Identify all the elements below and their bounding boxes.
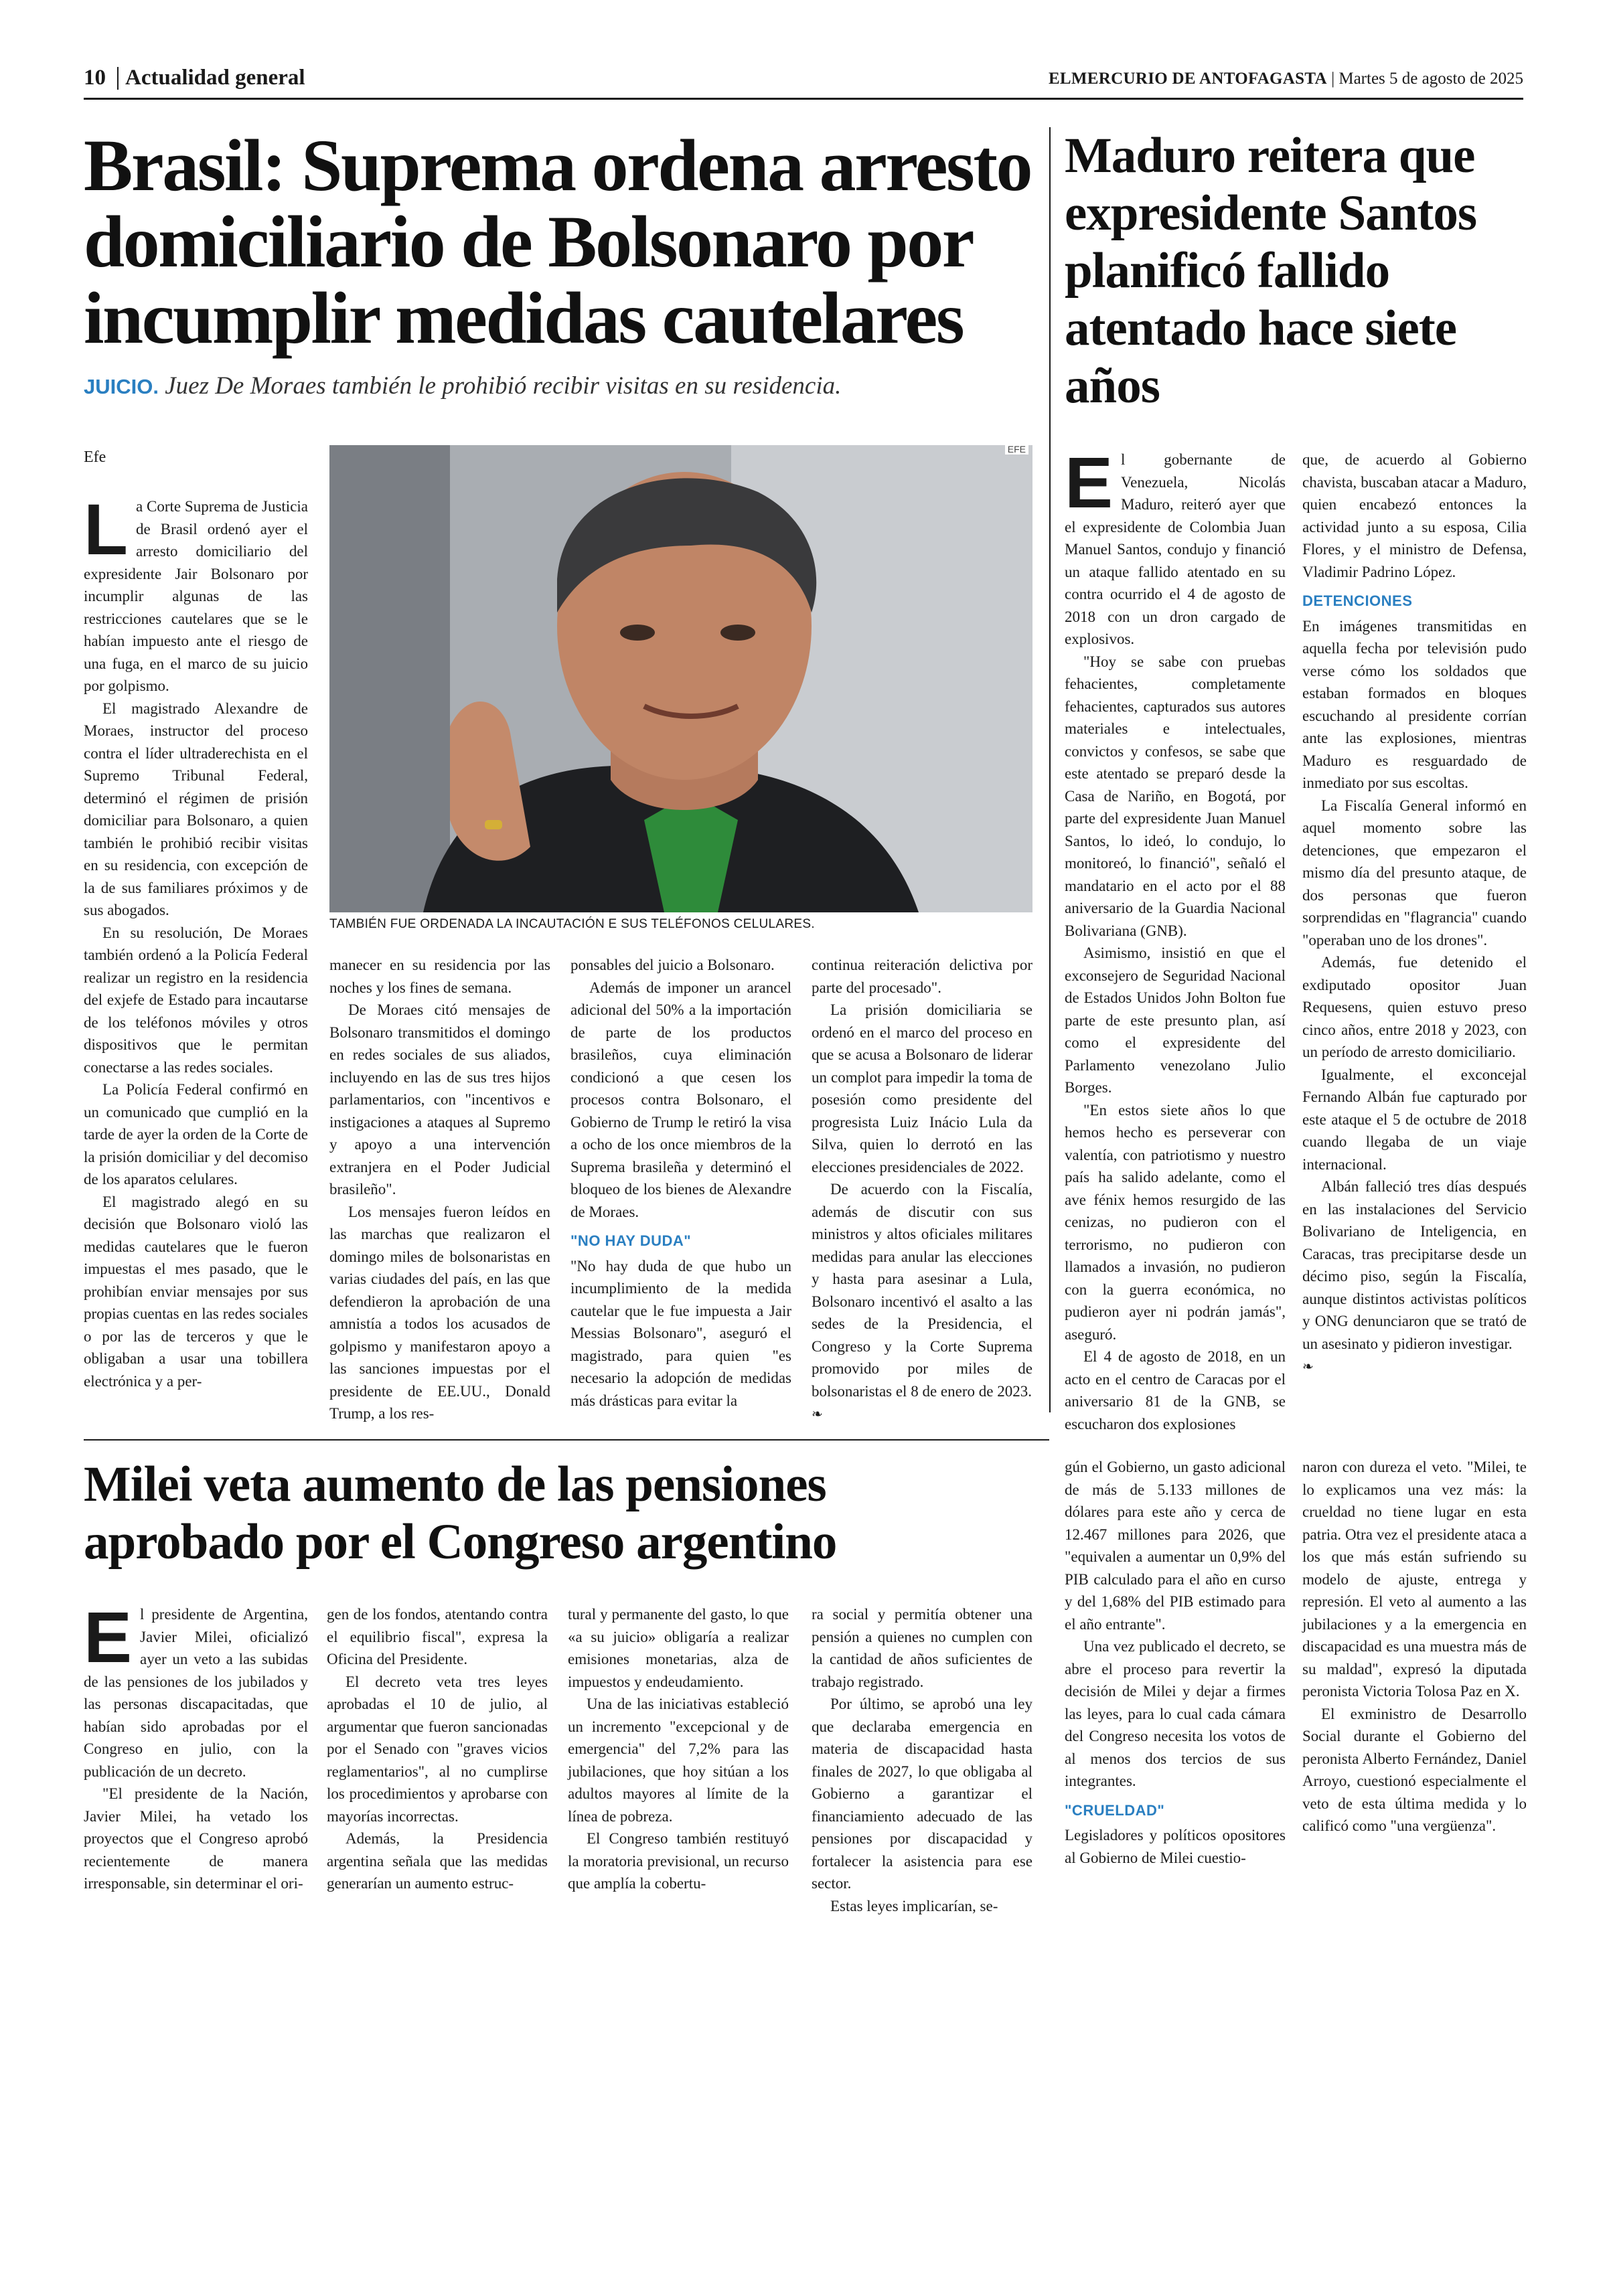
milei-column-5 xyxy=(1065,1456,1286,1869)
paragraph: "El presidente de la Nación, Javier Milei, ha vetado los proyectos que el Congreso aprobó recientemente de manera irresponsable, sin determinar el ori- xyxy=(84,1785,308,1892)
paragraph: ponsables del juicio a Bolsonaro. xyxy=(570,957,775,973)
paragraph: Estas leyes implicarían, se- xyxy=(830,1897,998,1914)
milei-drop-cap: E xyxy=(84,1596,133,1677)
paragraph: continua reiteración delictiva por parte del procesado". xyxy=(812,957,1032,996)
paragraph: tural y permanente del gasto, lo que «a su juicio» obligaría a realizar emisiones monetarias, alza de impuestos y endeudamiento. xyxy=(568,1606,789,1690)
paragraph: El decreto veta tres leyes aprobadas el 10 de julio, al argumentar que fueron sancionadas por el Senado con "graves vicios reglamentarios", al no cumplirse los procedimientos y aprobarse con mayorías incorrectas. xyxy=(327,1673,548,1825)
paragraph: El magistrado Alexandre de Moraes, instructor del proceso contra el líder ultraderechista en el Supremo Tribunal Federal, determinó el régimen de prisión domiciliar para Bolsonaro, a quien también le prohibió recibir visitas en su residencia, con excepción de la de sus familiares próximos y de sus abogados. xyxy=(84,700,308,918)
brasil-deck-text: Juez De Moraes también le prohibió recibir visitas en su residencia. xyxy=(165,372,842,400)
milei-column-6 xyxy=(1302,1456,1527,1837)
paragraph: manecer en su residencia por las noches y los fines de semana. xyxy=(329,957,550,996)
paragraph: El magistrado alegó en su decisión que Bolsonaro violó las medidas cautelares que le fueron impuestas el mes pasado, que le prohibían enviar mensajes por sus propias cuentas en las redes sociales o por las de terceros y que le obligaban a usar una tobillera electrónica y a per- xyxy=(84,1193,308,1390)
brasil-column-4 xyxy=(812,954,1032,1426)
paragraph: l gobernante de Venezuela, Nicolás Maduro, reiteró ayer que el expresidente de Colombia Juan Manuel Santos, condujo y financió un ataque fallido atentado en su contra ocurrido el 4 de agosto de 2018 con un dron cargado de explosivos. xyxy=(1065,451,1286,647)
paragraph: La Fiscalía General informó en aquel momento sobre las detenciones, que empezaron el mismo día del presunto ataque, de dos personas que fueron sorprendidas en "flagrancia" cuando "operaban uno de los drones". xyxy=(1302,797,1527,949)
photo-caption: TAMBIÉN FUE ORDENADA LA INCAUTACIÓN E SUS TELÉFONOS CELULARES. xyxy=(329,917,815,931)
paragraph: a Corte Suprema de Justicia de Brasil ordenó ayer el arresto domiciliario del expresidente Jair Bolsonaro por incumplir algunas de las restricciones cautelares que se le habían impuesto ante el riesgo de una fuga, en el marco de su juicio por golpismo. xyxy=(84,498,308,694)
paragraph: De Moraes citó mensajes de Bolsonaro transmitidos el domingo en redes sociales de sus aliados, incluyendo en las de sus tres hijos parlamentarios, con "incentivos e instigaciones a ataques al Supremo y apoyo a una intervención extranjera en el Poder Judicial brasileño". xyxy=(329,1001,550,1198)
milei-subhead: "CRUELDAD" xyxy=(1065,1801,1165,1819)
paragraph: En su resolución, De Moraes también ordenó a la Policía Federal realizar un registro en la residencia del exjefe de Estado para incautarse de los teléfonos móviles y otros dispositivos que le permitan conectarse a las redes sociales. xyxy=(84,924,308,1076)
paragraph: "Hoy se sabe con pruebas fehacientes, completamente fehacientes, capturados sus autores materiales e intelectuales, convictos y confesos, se sabe que este atentado se preparó desde la Casa de Nariño, en Bogotá, por parte del expresidente Juan Manuel Santos, lo ideó, lo condujo, lo monitoreó, lo financió", señaló el mandatario en el acto por el 88 aniversario de la Guardia Nacional Bolivariana (GNB). xyxy=(1065,653,1286,939)
milei-column-4 xyxy=(812,1603,1032,1917)
paragraph: que, de acuerdo al Gobierno chavista, buscaban atacar a Maduro, quien encabezó entonces la actividad junto a su esposa, Cilia Flores, y el ministro de Defensa, Vladimir Padrino López. xyxy=(1302,451,1527,580)
paragraph: El exministro de Desarrollo Social durante el Gobierno del peronista Alberto Fernández, Daniel Arroyo, cuestionó especialmente el veto de esta última medida y lo calificó como "una vergüenza". xyxy=(1302,1705,1527,1834)
publication-date: Martes 5 de agosto de 2025 xyxy=(1338,70,1523,88)
publication-name: ELMERCURIO DE ANTOFAGASTA xyxy=(1048,70,1327,88)
brasil-column-2 xyxy=(329,954,550,1425)
paragraph: La prisión domiciliaria se ordenó en el marco del proceso en que se acusa a Bolsonaro de liderar un complot para impedir la toma de posesión como presidente del progresista Luiz Inácio Lula da Silva, quien lo derrotó en las elecciones presidenciales de 2022. xyxy=(812,1001,1032,1175)
header-rule xyxy=(84,98,1523,100)
paragraph: De acuerdo con la Fiscalía, además de discutir con sus ministros y altos oficiales militares medidas para anular las elecciones y hasta para asesinar a Lula, Bolsonaro incentivó el asalto a las sedes de la Presidencia, el Congreso y la Corte Suprema promovido por miles de bolsonaristas el 8 de enero de 2023. xyxy=(812,1181,1032,1400)
brasil-headline: Brasil: Suprema ordena arresto domiciliario de Bolsonaro por incumplir medidas cautelares xyxy=(84,125,1031,359)
photo-credit: EFE xyxy=(1005,445,1028,455)
paragraph: En imágenes transmitidas en aquella fecha por televisión pudo verse cómo los soldados que estaban formados en bloques escuchando al presidente corrían ante las explosiones, mientras Maduro es resguardado de inmediato por sus escoltas. xyxy=(1302,617,1527,791)
brasil-subhead: "NO HAY DUDA" xyxy=(570,1232,692,1249)
brasil-column-3 xyxy=(570,954,791,1412)
paragraph: Una de las iniciativas estableció un incremento "excepcional y de emergencia" del 7,2% para las jubilaciones, que hoy sitúan a los adultos mayores al límite de la línea de pobreza. xyxy=(568,1696,789,1825)
article-rule xyxy=(84,1439,1049,1441)
milei-headline: Milei veta aumento de las pensiones aprobado por el Congreso argentino xyxy=(84,1457,837,1570)
paragraph: Además de imponer un arancel adicional del 50% a la importación de parte de los productos brasileños, cuya eliminación condicionó a que cesen los procesos contra Bolsonaro, el Gobierno de Trump le retiró la visa a ocho de los once miembros de la Suprema brasileña y determinó el bloqueo de los bienes de Alexandre de Moraes. xyxy=(570,979,791,1220)
paragraph: Los mensajes fueron leídos en las marchas que realizaron el domingo miles de bolsonaristas en varias ciudades del país, en las que defendieron la aprobación de una amnistía a todos los acusados de golpismo y manifestaron apoyo a las sanciones impuestas por el presidente de EE.UU., Donald Trump, a los res- xyxy=(329,1203,550,1422)
end-mark-icon: ❧ xyxy=(812,1406,823,1422)
maduro-column-2 xyxy=(1302,448,1527,1378)
paragraph: "No hay duda de que hubo un incumplimiento de la medida cautelar que le fue impuesta a Jair Messias Bolsonaro", aseguró el magistrado, para quien "es necesario la adopción de medidas más drásticas para evitar la xyxy=(570,1257,791,1409)
paragraph: Además, la Presidencia argentina señala que las medidas generarían un aumento estruc- xyxy=(327,1830,548,1892)
paragraph: El Congreso también restituyó la moratoria previsional, un recurso que amplía la cobertu- xyxy=(568,1830,789,1892)
brasil-photo xyxy=(329,445,1032,912)
paragraph: La Policía Federal confirmó en un comunicado que cumplió en la tarde de ayer la orden de la Corte de la prisión domiciliar y del decomiso de los aparatos celulares. xyxy=(84,1081,308,1187)
header-right-divider: | xyxy=(1331,70,1339,88)
paragraph: l presidente de Argentina, Javier Milei, oficializó ayer un veto a las subidas de las pensiones de los jubilados y las personas discapacitadas, que habían sido aprobadas por el Congreso en julio, con la publicación de un decreto. xyxy=(84,1606,308,1780)
paragraph: gen de los fondos, atentando contra el equilibrio fiscal", expresa la Oficina del Presidente. xyxy=(327,1606,548,1667)
milei-column-1 xyxy=(84,1596,308,1895)
paragraph: gún el Gobierno, un gasto adicional de más de 5.133 millones de dólares para este año y cerca de 12.467 millones para 2026, que "equivalen a aumentar un 0,9% del PIB calculado para el año en curso y del 1,68% del PIB estimado para el año entrante". xyxy=(1065,1459,1286,1633)
maduro-headline: Maduro reitera que expresidente Santos planificó fallido atentado hace siete años xyxy=(1065,128,1477,414)
page-header xyxy=(84,64,1523,98)
brasil-deck xyxy=(84,372,1048,402)
milei-column-2 xyxy=(327,1603,548,1895)
section-name: Actualidad general xyxy=(125,66,305,90)
paragraph: Asimismo, insistió en que el exconsejero de Seguridad Nacional de Estados Unidos John Bolton fue parte de este presunto plan, así como el expresidente del Parlamento venezolano Julio Borges. xyxy=(1065,945,1286,1096)
brasil-column-1 xyxy=(84,489,308,1392)
paragraph: Por último, se aprobó una ley que declaraba emergencia en materia de discapacidad hasta finales de 2027, lo que obligaba al Gobierno a garantizar el financiamiento adecuado de las pensiones por discapacidad y fortalecer la asistencia para ese sector. xyxy=(812,1696,1032,1892)
paragraph: Igualmente, el exconcejal Fernando Albán fue capturado por este ataque el 5 de octubre de 2018 cuando llegaba de un viaje internacional. xyxy=(1302,1066,1527,1173)
brasil-byline: Efe xyxy=(84,448,106,466)
paragraph: El 4 de agosto de 2018, en un acto en el centro de Caracas por el aniversario 81 de la GNB, se escucharon dos explosiones xyxy=(1065,1348,1286,1432)
paragraph: Una vez publicado el decreto, se abre el proceso para revertir la decisión de Milei y dejar a firmes las leyes, para lo cual cada cámara del Congreso necesita los votos de al menos dos tercios de sus integrantes. xyxy=(1065,1638,1286,1789)
paragraph: naron con dureza el veto. "Milei, te lo explicamos una vez más: la crueldad no tiene lugar en esta patria. Otra vez el presidente ataca a los que más están sufriendo su modelo de ajuste, entrega y represión. El veto al aumento a las jubilaciones y a la emergencia en discapacidad es una muestra más de su maldad", expresó la diputada peronista Victoria Tolosa Paz en X. xyxy=(1302,1459,1527,1700)
paragraph: ra social y permitía obtener una pensión a quienes no cumplen con la cantidad de años suficientes de trabajo registrado. xyxy=(812,1606,1032,1690)
end-mark-icon: ❧ xyxy=(1302,1358,1314,1374)
maduro-subhead: DETENCIONES xyxy=(1302,592,1413,609)
page-number: 10 xyxy=(84,66,106,90)
bolsonaro-photo-illustration xyxy=(329,445,1032,912)
brasil-kicker: JUICIO. xyxy=(84,375,159,398)
paragraph: "En estos siete años lo que hemos hecho es perseverar con valentía, con patriotismo y nuestro país ha salido adelante, como el ave fénix hemos resurgido de las cenizas, no pudieron con el terrorismo, no pudieron con llamados a invasión, no pudieron con la guerra económica, no pudieron ayer ni podrán jamás", aseguró. xyxy=(1065,1101,1286,1343)
paragraph: Además, fue detenido el exdiputado opositor Juan Requesens, quien estuvo preso cinco años, entre 2018 y 2023, con un período de arresto domiciliario. xyxy=(1302,954,1527,1060)
milei-column-3 xyxy=(568,1603,789,1895)
header-right xyxy=(1049,70,1523,88)
maduro-drop-cap: E xyxy=(1065,442,1114,523)
maduro-column-1 xyxy=(1065,442,1286,1435)
brasil-drop-cap: L xyxy=(84,489,128,570)
paragraph: Legisladores y políticos opositores al Gobierno de Milei cuestio- xyxy=(1065,1827,1286,1866)
paragraph: Albán falleció tres días después en las instalaciones del Servicio Bolivariano de Inteligencia, en Caracas, tras precipitarse desde un décimo piso, según la Fiscalía, aunque distintos activistas políticos y ONG denunciaron que se trató de un asesinato y pidieron investigar. xyxy=(1302,1178,1527,1352)
header-divider xyxy=(117,67,119,90)
column-rule xyxy=(1049,127,1051,1412)
